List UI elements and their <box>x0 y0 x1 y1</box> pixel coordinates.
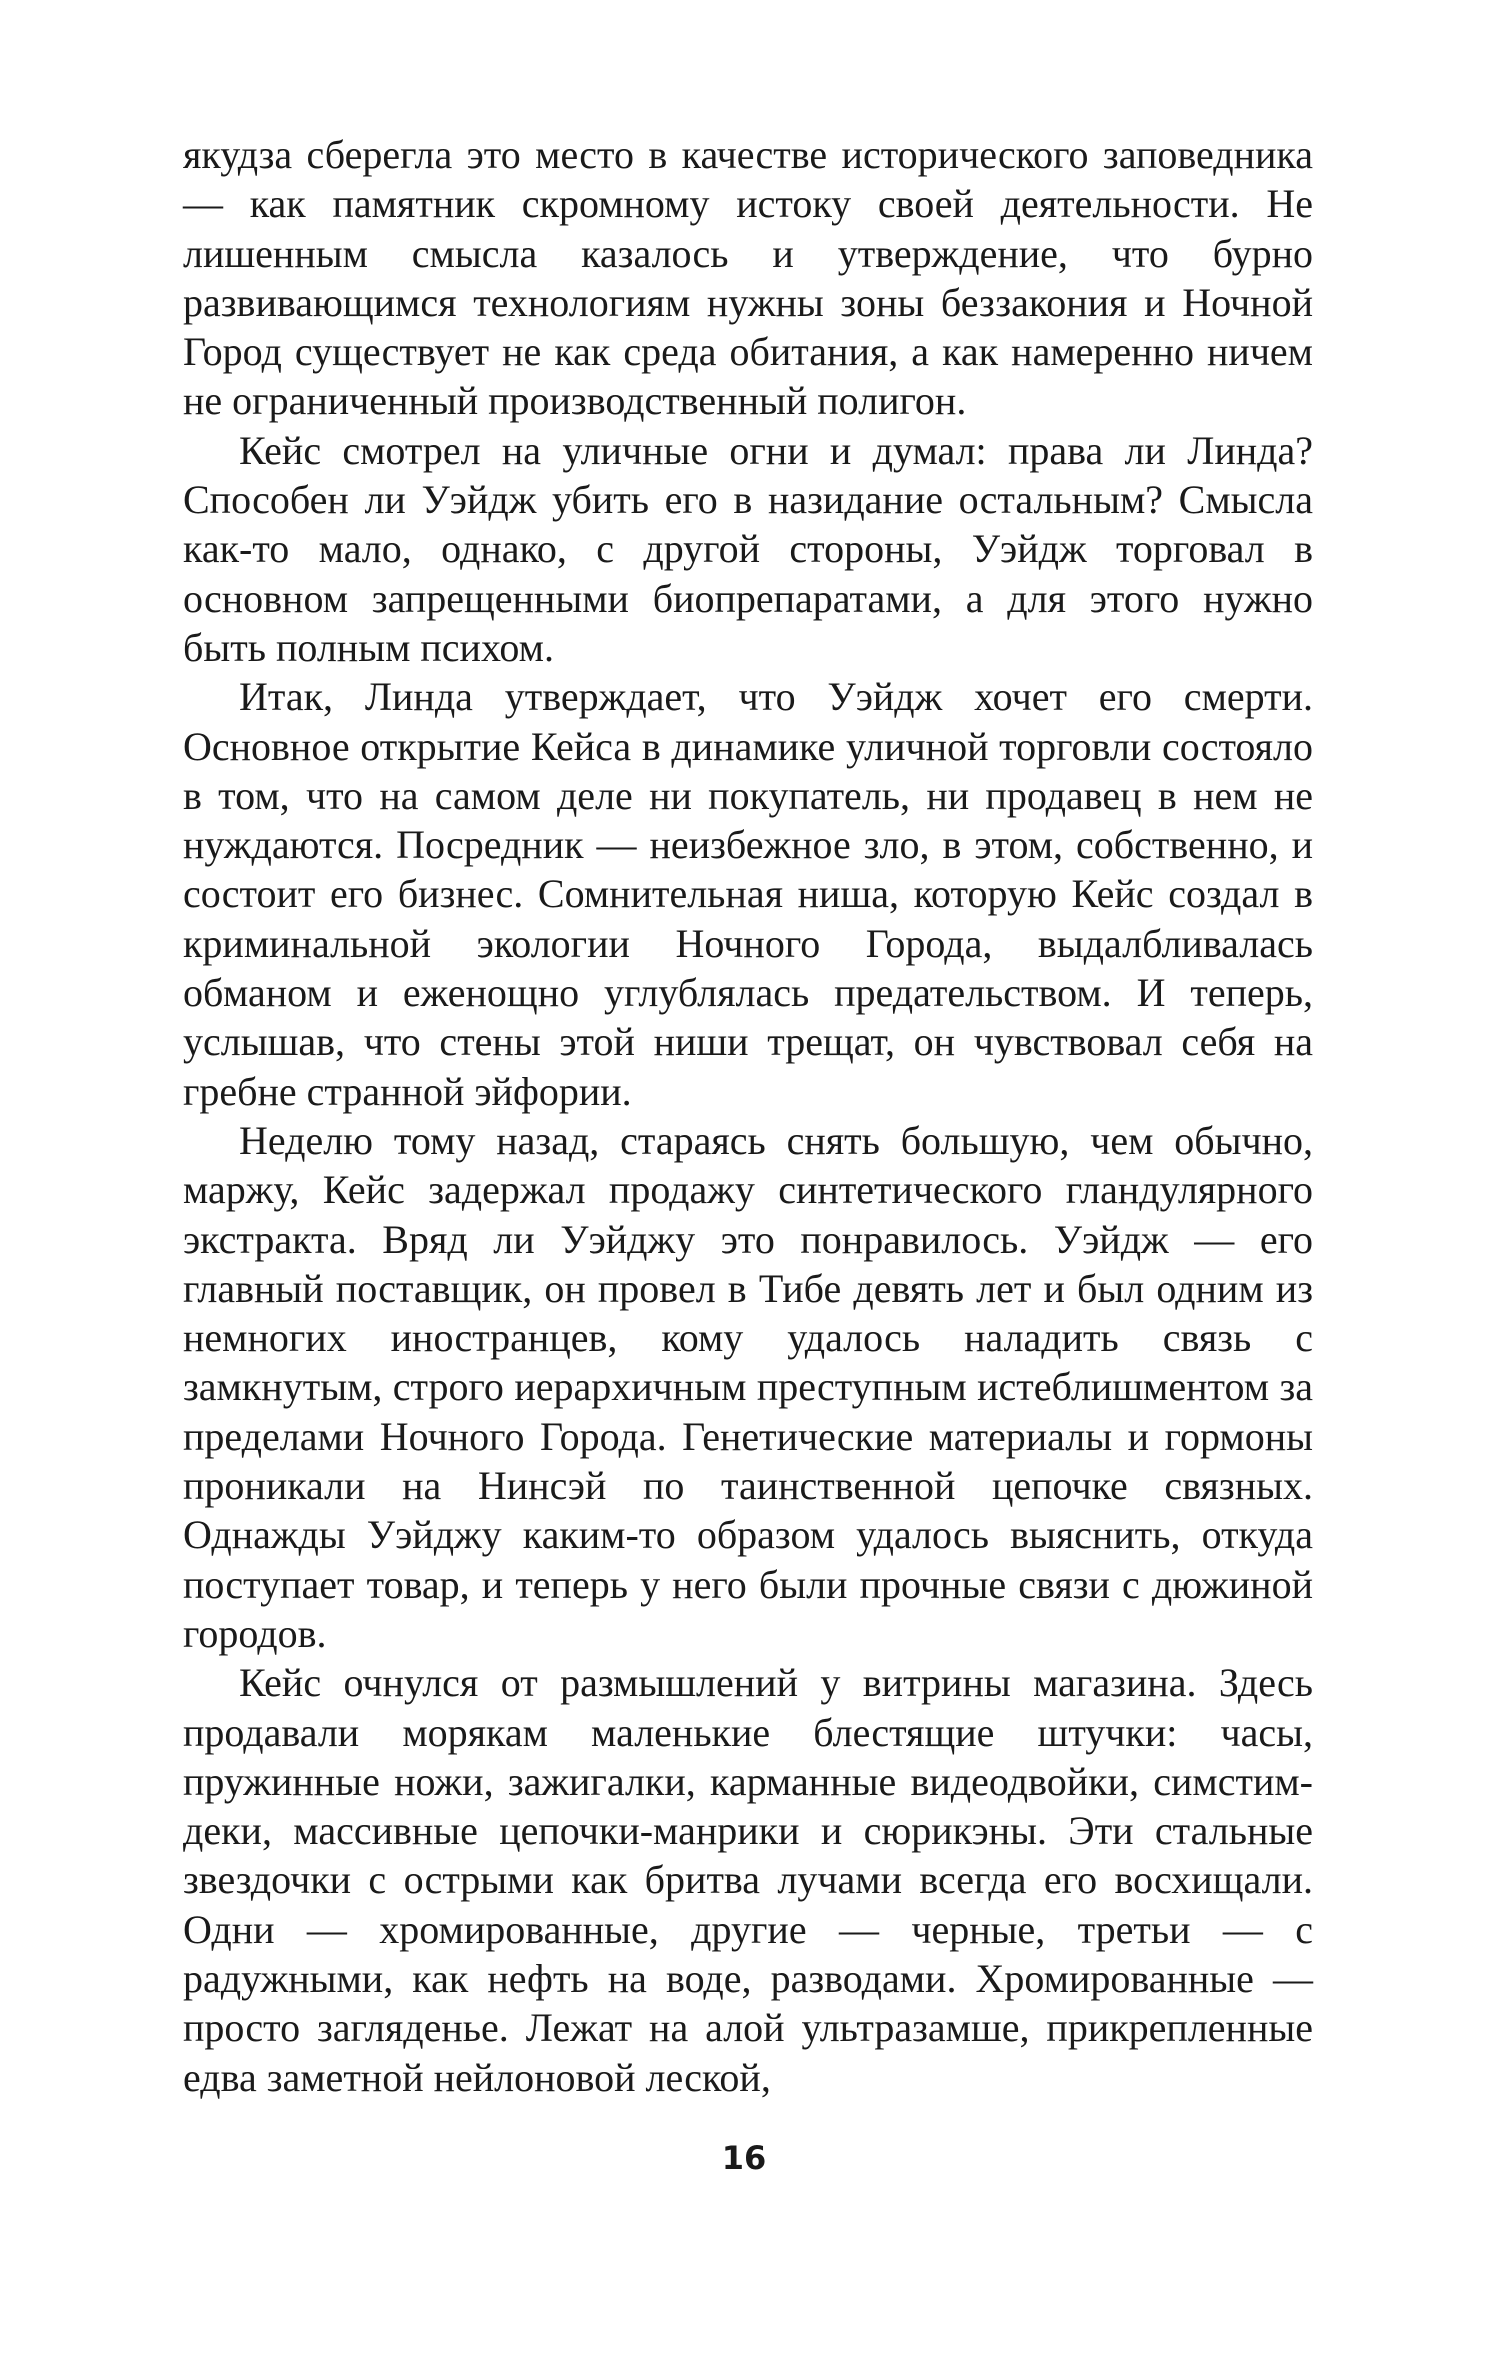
paragraph-2: Кейс смотрел на уличные огни и думал: права ли Линда? Способен ли Уэйдж убить его в назидание остальным? Смысла как-то мало, однако, с другой стороны, Уэйдж торговал в основном запрещенными биопрепаратами, а для этого нужно быть полным психом. <box>183 427 1313 670</box>
paragraph-5: Кейс очнулся от размышлений у витрины магазина. Здесь продавали морякам маленькие блестящие штучки: часы, пружинные ножи, зажигалки, карманные видеодвойки, симстим-деки, массивные цепочки-манрики и сюрикэны. Эти стальные звездочки с острыми как бритва лучами всегда его восхищали. Одни — хромированные, другие — черные, третьи — с радужными, как нефть на воде, разводами. Хромированные — просто загляденье. Лежат на алой ультразамше, прикрепленные едва заметной нейлоновой леской, <box>183 1660 1313 2100</box>
paragraph-3: Итак, Линда утверждает, что Уэйдж хочет его смерти. Основное открытие Кейса в динамике уличной торговли состояло в том, что на самом деле ни покупатель, ни продавец в нем не нуждаются. Посредник — неизбежное зло, в этом, собственно, и состоит его бизнес. Сомнительная ниша, которую Кейс создал в криминальной экологии Ночного Города, выдалбливалась обманом и еженощно углублялась предательством. И теперь, услышав, что стены этой ниши трещат, он чувствовал себя на гребне странной эйфории. <box>183 674 1313 1114</box>
page-number: 16 <box>721 2139 767 2177</box>
paragraph-1: якудза сберегла это место в качестве исторического заповедника — как памятник скромному истоку своей деятельности. Не лишенным смысла казалось и утверждение, что бурно развивающимся технологиям нужны зоны беззакония и Ночной Город существует не как среда обитания, а как намеренно ничем не ограниченный производственный полигон. <box>183 132 1313 424</box>
paragraph-4: Неделю тому назад, стараясь снять большую, чем обычно, маржу, Кейс задержал продажу синтетического гландулярного экстракта. Вряд ли Уэйджу это понравилось. Уэйдж — его главный поставщик, он провел в Тибе девять лет и был одним из немногих иностранцев, кому удалось наладить связь с замкнутым, строго иерархичным преступным истеблишментом за пределами Ночного Города. Генетические материалы и гормоны проникали на Нинсэй по таинственной цепочке связных. Однажды Уэйджу каким-то образом удалось выяснить, откуда поступает товар, и теперь у него были прочные связи с дюжиной городов. <box>183 1117 1313 1656</box>
body-text <box>183 130 1313 2102</box>
